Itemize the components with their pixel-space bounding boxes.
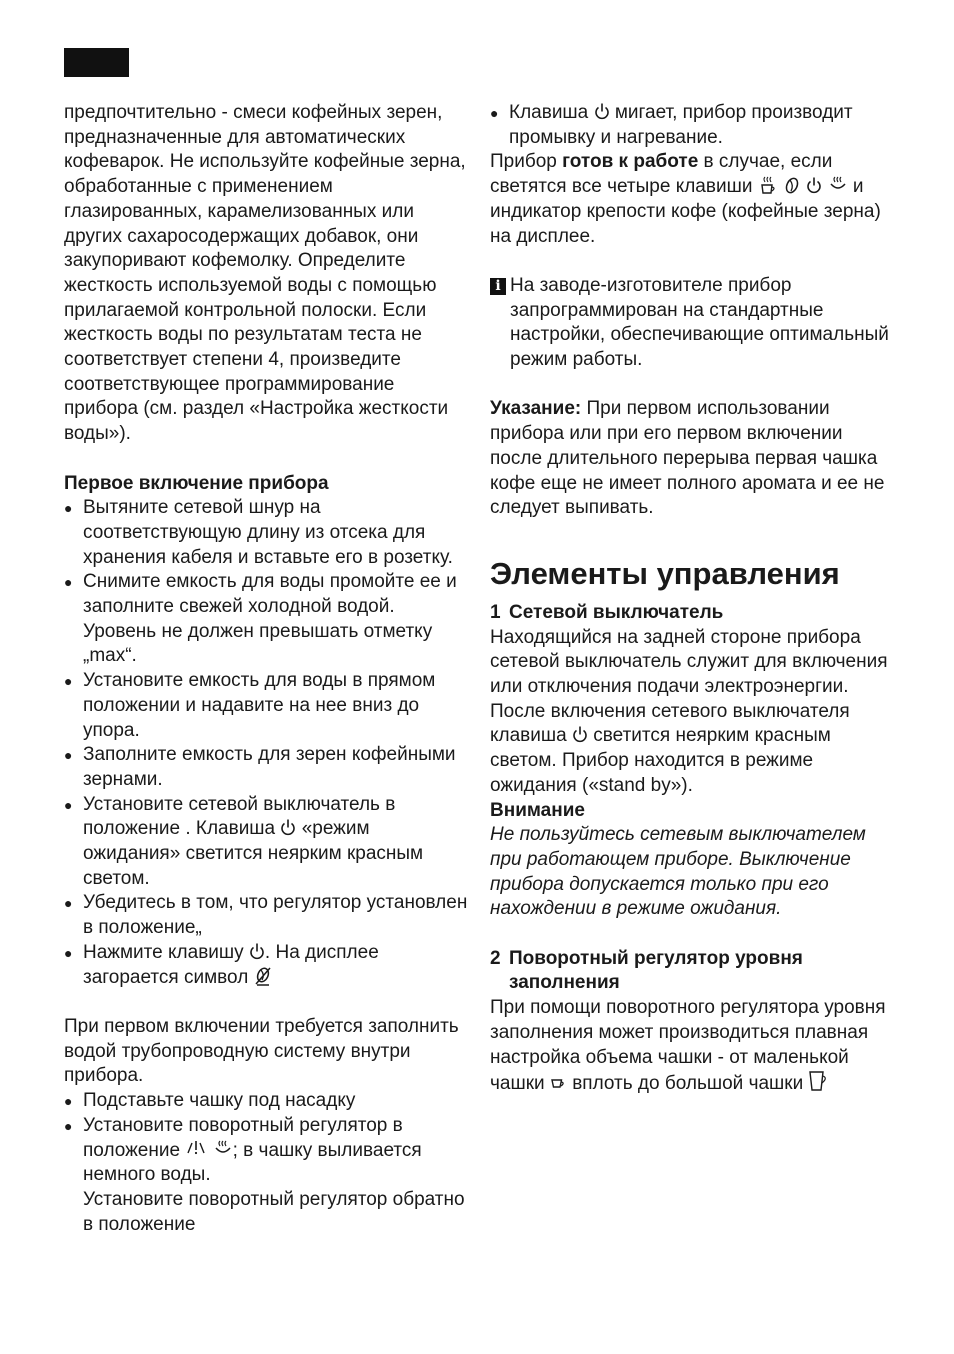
fill-system-paragraph: При первом включении требуется заполнить водой трубопроводную систему внутри прибора. <box>64 1015 459 1087</box>
attention-label: Внимание <box>490 799 585 821</box>
list-item: ● Вытяните сетевой шнур на соответствующую длину из отсека для хранения кабеля и вставьте его в розетку. <box>64 496 468 570</box>
coffee-bean-icon <box>783 176 801 195</box>
item-1-heading: 1 Сетевой выключатель <box>490 601 724 623</box>
note-paragraph: Указание: При первом использовании прибора или при его первом включении после длительного перерыва первая чашка кофе еще не имеет полного аромата и ее не следует выпивать. <box>490 398 885 519</box>
power-icon <box>806 176 822 195</box>
left-column <box>64 101 468 1237</box>
info-note: i На заводе-изготовителе прибор запрограммирован на стандартные настройки, обеспечивающие оптимальный режим работы. <box>490 274 890 373</box>
list-item: ● Установите поворотный регулятор в положение ; в чашку выливается немного воды. <box>64 1114 468 1188</box>
list-item: ● Снимите емкость для воды промойте ее и заполните свежей холодной водой. Уровень не должен превышать отметку „max“. <box>64 570 468 669</box>
item-1-text: Находящийся на задней стороне прибора сетевой выключатель служит для включения или отключения подачи электроэнергии. <box>490 626 888 698</box>
rinse-icon <box>213 1140 233 1159</box>
list-item: ● Заполните емкость для зерен кофейными зернами. <box>64 743 468 792</box>
list-item: ● Установите сетевой выключатель в положение . Клавиша «режим ожидания» светится неярким красным светом. <box>64 793 468 892</box>
section-title: Элементы управления <box>490 555 840 591</box>
small-cup-icon <box>550 1075 567 1092</box>
list-item: ● Подставьте чашку под насадку <box>64 1089 468 1114</box>
list-item: ● Клавиша мигает, прибор производит промывку и нагревание. <box>490 101 890 150</box>
list-item: ● Нажмите клавишу . На дисплее загорается символ <box>64 941 468 990</box>
language-tab-marker <box>64 48 129 77</box>
right-column <box>490 101 890 1097</box>
list-item-continuation: Установите поворотный регулятор обратно в положение <box>83 1188 465 1235</box>
attention-text: Не пользуйтесь сетевым выключателем при работающем приборе. Выключение прибора допускается только при его нахождении в режиме ожидания. <box>490 824 866 920</box>
power-icon <box>594 102 610 121</box>
info-icon: i <box>490 278 506 295</box>
intro-paragraph: предпочтительно - смеси кофейных зерен, предназначенные для автоматических кофеварок. Не используйте кофейные зерна, обработанные с применением глазированных, карамелизованных или других сахаросодержащих добавок, они закупоривают кофемолку. Определите жесткость используемой воды с помощью прилагаемой контрольной полоски. Если жесткость воды по результатам теста не соответствует степени 4, произведите соответствующее программирование прибора (см. раздел «Настройка жесткости воды»). <box>64 102 466 445</box>
power-icon <box>249 942 265 961</box>
steam-warning-icon <box>185 1139 207 1159</box>
power-icon <box>280 818 296 837</box>
first-on-heading: Первое включение прибора <box>64 472 329 494</box>
item-2-text: При помощи поворотного регулятора уровня заполнения может производиться плавная настройка объема чашки - от маленькой чашки вплоть до большой чашки <box>490 997 886 1095</box>
steam-cup-icon <box>758 176 778 195</box>
list-item: ● Убедитесь в том, что регулятор установлен в положение„ <box>64 891 468 940</box>
item-2-heading: 2 Поворотный регулятор уровня заполнения <box>490 947 803 994</box>
no-bean-icon <box>254 966 272 986</box>
ready-paragraph: Прибор готов к работе в случае, если светятся все четыре клавиши и индикатор крепости кофе (кофейные зерна) на дисплее. <box>490 151 881 247</box>
large-cup-icon <box>808 1070 828 1092</box>
rinse-icon <box>828 176 848 195</box>
power-icon <box>572 725 588 744</box>
item-1-text-2: После включения сетевого выключателя клавиша светится неярким красным светом. Прибор находится в режиме ожидания («stand by»). <box>490 700 850 796</box>
list-item: ● Установите емкость для воды в прямом положении и надавите на нее вниз до упора. <box>64 669 468 743</box>
